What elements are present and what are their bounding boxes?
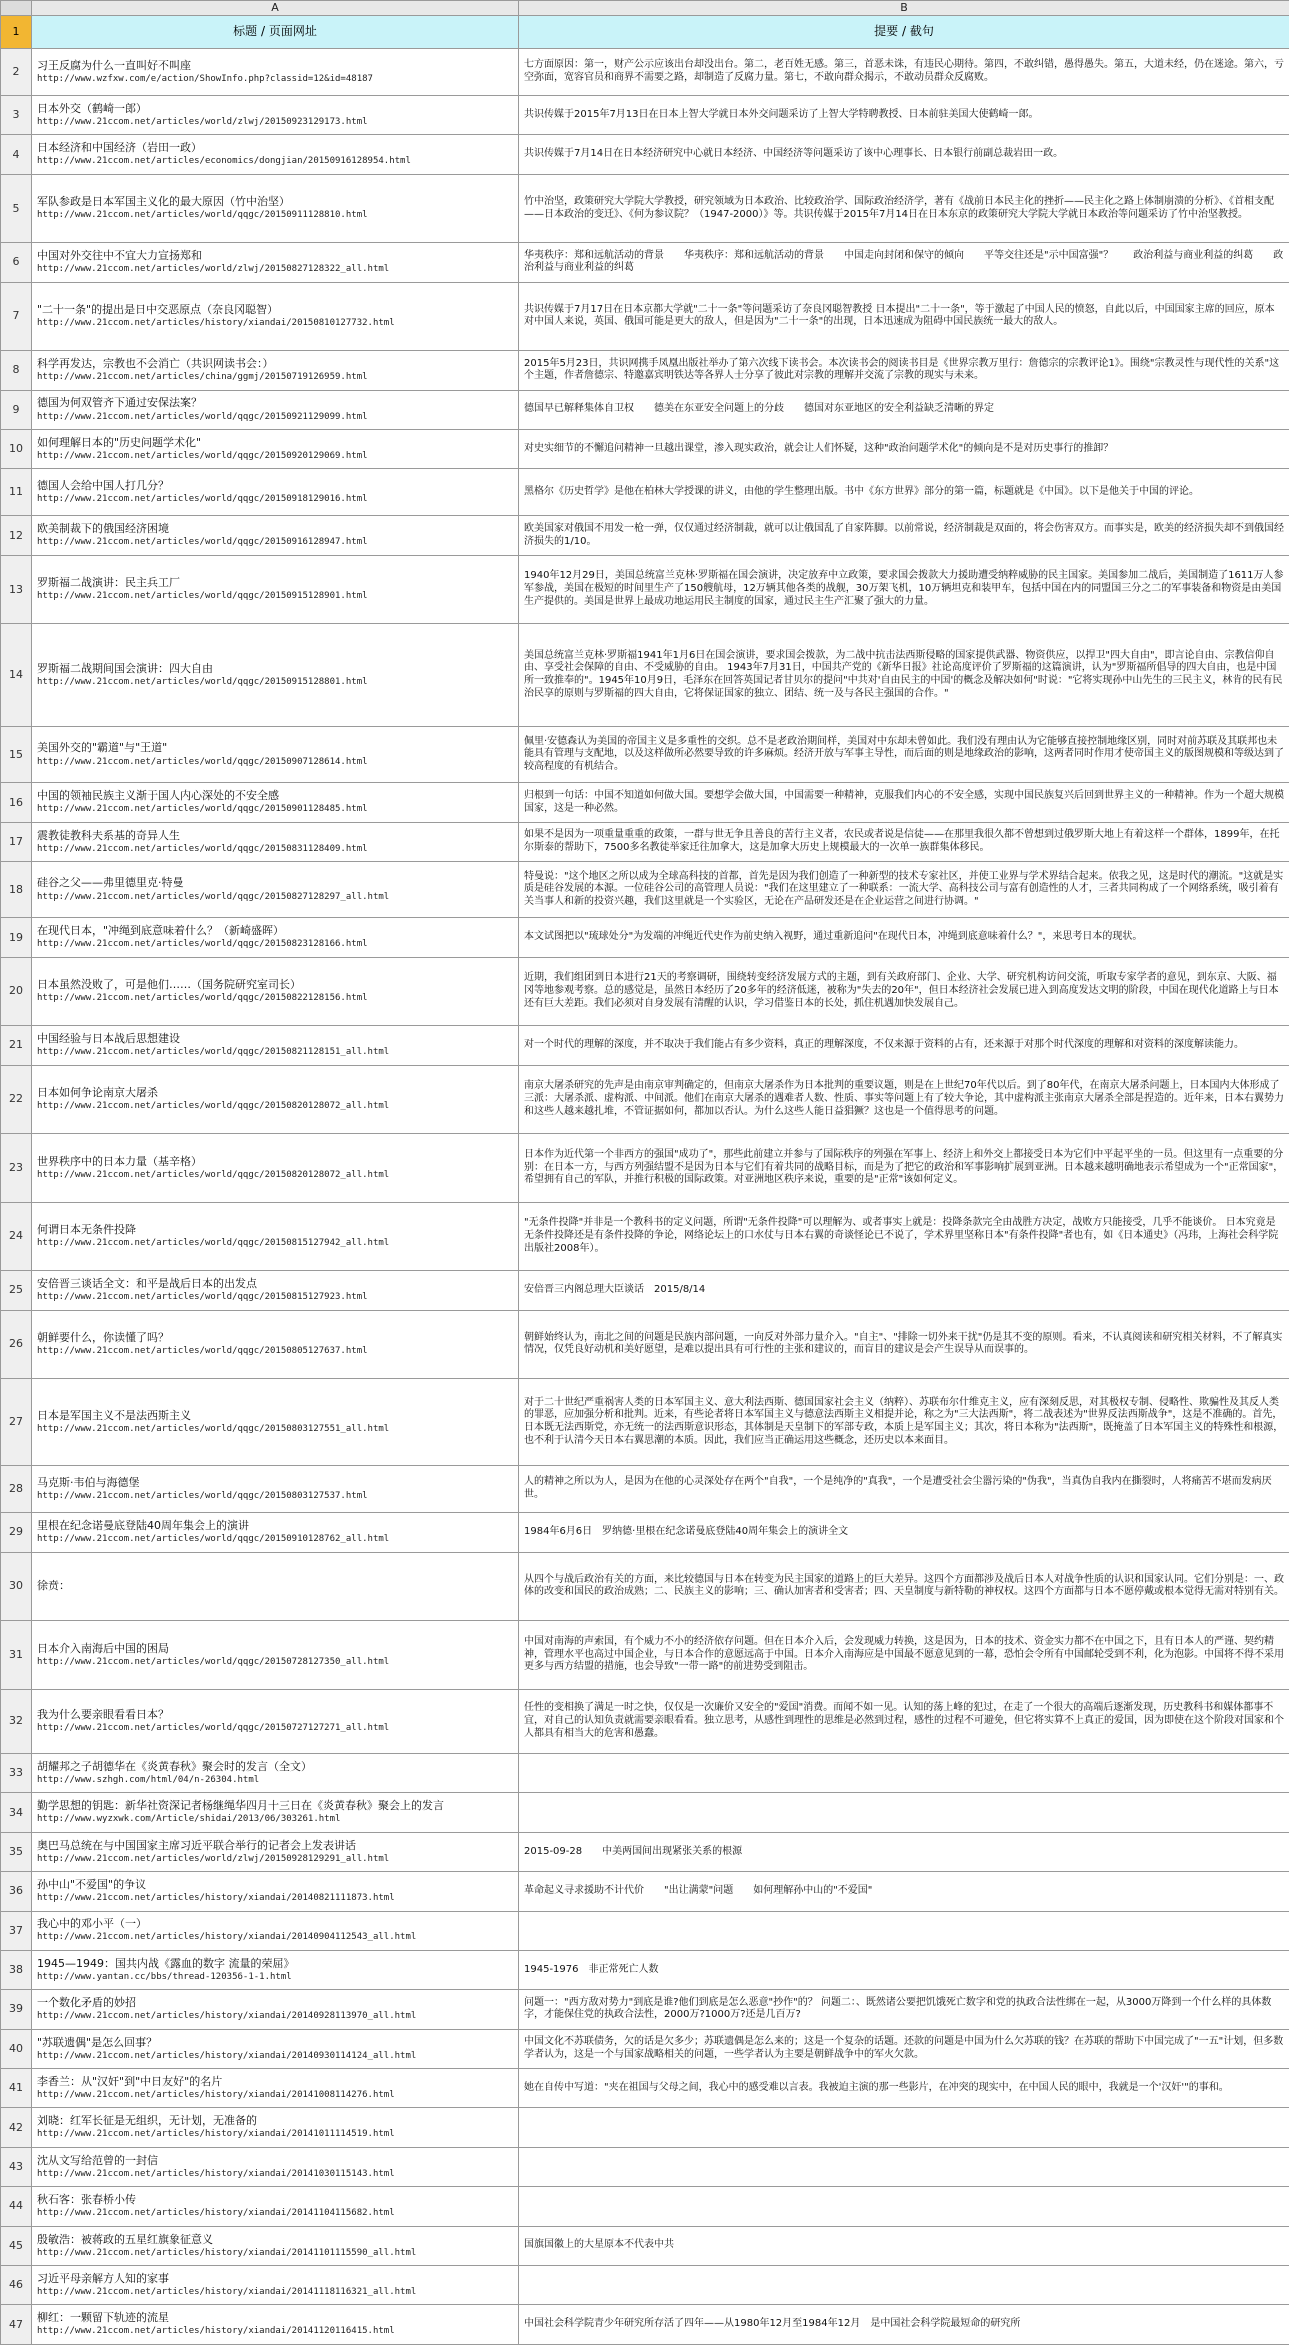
cell-summary[interactable]: 共识传媒于2015年7月13日在日本上智大学就日本外交问题采访了上智大学特聘教授、日本前驻美国大使鹤崎一郎。 [519, 96, 1289, 135]
table-row [1, 783, 1289, 822]
article-title: 1945—1949：国共内战《露血的数字 流量的荣屈》 [37, 1956, 295, 1970]
article-title: 习近平母亲解方人知的家事 [37, 2271, 169, 2285]
cell-summary[interactable]: 2015年5月23日，共识网携手凤凰出版社举办了第六次线下读书会。本次读书会的阅读书目是《世界宗教万里行：詹德宗的宗教评论1》。围绕"宗教灵性与现代性的关系"这个主题，作者詹德宗、特邀嘉宾明铁达等各界人士分享了彼此对宗教的理解并交流了宗教的现实与未来。 [519, 351, 1289, 390]
column-header-b[interactable]: B [519, 1, 1289, 16]
cell-title-url[interactable] [32, 282, 519, 351]
article-url: http://www.21ccom.net/articles/world/qqgc/20150920129069.html [37, 450, 368, 461]
article-url: http://www.21ccom.net/articles/world/qqgc/20150910128762_all.html [37, 1534, 390, 1545]
cell-summary[interactable]: 革命起义寻求援助不计代价 "出让满蒙"问题 如何理解孙中山的"不爱国" [519, 1872, 1289, 1911]
table-row [1, 1271, 1289, 1310]
cell-title-url[interactable] [32, 918, 519, 957]
row-header[interactable]: 5 [1, 174, 32, 243]
row-header[interactable]: 37 [1, 1911, 32, 1950]
row-header[interactable]: 46 [1, 2266, 32, 2305]
article-url: http://www.21ccom.net/articles/world/qqgc/20150815127942_all.html [37, 1238, 390, 1249]
cell-summary[interactable]: 从四个与战后政治有关的方面，来比较德国与日本在转变为民主国家的道路上的巨大差异。这四个方面都涉及战后日本人对战争性质的认识和国家认同。它们分别是：一、政体的改变和国民的政治成熟；二、民族主义的影响；三、确认加害者和受害者；四、天皇制度与新特勒的神权权。这四个方面都与日本不愿停戴或根本觉得无需对特别有关。 [519, 1552, 1289, 1621]
cell-summary[interactable]: 如果不是因为一项重量重重的政策，一群与世无争且善良的苦行主义者，农民或者说是信徒——在那里我很久都不曾想到过俄罗斯大地上有着这样一个群体，1899年，在托尔斯泰的帮助下，7500多名教徒举家迁往加拿大，这是加拿大历史上规模最大的一次单一族群集体移民。 [519, 822, 1289, 861]
cell-summary[interactable]: 南京大屠杀研究的先声是由南京审判确定的，但南京大屠杀作为日本批判的重要议题，则是在上世纪70年代以后。到了80年代，在南京大屠杀问题上，日本国内大体形成了三派：大屠杀派、虚构派、中间派。他们在南京大屠杀的遇难者人数、性质、事实等问题上有了较大争论，其中虚构派主张南京大屠杀全部是捏造的。近年来，日本右翼势力和这些人越来越扎堆，不管证据如何，都加以否认。为什么这些人能日益猖獗？这也是一个值得思考的问题。 [519, 1065, 1289, 1134]
article-title: 日本外交（鹤崎一郎） [37, 101, 147, 115]
article-title: 欧美制裁下的俄国经济困境 [37, 522, 169, 536]
cell-title-url[interactable] [32, 429, 519, 468]
article-url: http://www.21ccom.net/articles/history/xiandai/20141011114519.html [37, 2129, 395, 2140]
table-row [1, 516, 1289, 555]
row-header[interactable]: 26 [1, 1310, 32, 1379]
table-row [1, 2069, 1289, 2108]
cell-summary[interactable] [519, 2147, 1289, 2186]
select-all-corner[interactable] [1, 1, 32, 16]
table-row [1, 624, 1289, 727]
table-row [1, 1621, 1289, 1690]
cell-title-url[interactable] [32, 2147, 519, 2186]
row-header[interactable]: 36 [1, 1872, 32, 1911]
article-title: 胡耀邦之子胡德华在《炎黄春秋》聚会时的发言（全文） [37, 1759, 312, 1773]
table-row [1, 282, 1289, 351]
table-row [1, 1310, 1289, 1379]
article-url: http://www.21ccom.net/articles/world/qqgc/20150803127537.html [37, 1491, 368, 1502]
article-title: 罗斯福二战演讲：民主兵工厂 [37, 576, 180, 590]
article-url: http://www.21ccom.net/articles/history/xiandai/20140928113970_all.html [37, 2011, 417, 2022]
cell-title-url[interactable] [32, 1065, 519, 1134]
table-row [1, 1513, 1289, 1552]
row-header[interactable]: 35 [1, 1832, 32, 1871]
article-url: http://www.21ccom.net/articles/world/qqgc/20150921129099.html [37, 411, 368, 422]
row-header[interactable]: 7 [1, 282, 32, 351]
cell-summary[interactable]: 1940年12月29日，美国总统富兰克林·罗斯福在国会演讲，决定放弃中立政策，要求国会拨款大力援助遭受纳粹威胁的民主国家。美国参加二战后，美国制造了1611万人参军参战，美国在极短的时间里生产了150艘航母，12万辆其他各类的战舰，30万架飞机，10万辆坦克和装甲车，包括中国在内的同盟国三分之二的军事装备和物资是由美国生产提供的。美国是世界上最成功地运用民主制度的国家，通过民主生产汇聚了强大的力量。 [519, 555, 1289, 624]
cell-title-url[interactable] [32, 1271, 519, 1310]
article-title: 里根在纪念诺曼底登陆40周年集会上的演讲 [37, 1519, 249, 1533]
cell-summary[interactable]: 2015-09-28 中美两国间出现紧张关系的根源 [519, 1832, 1289, 1871]
table-row [1, 243, 1289, 282]
table-row [1, 957, 1289, 1026]
cell-title-url[interactable] [32, 2069, 519, 2108]
table-row [1, 555, 1289, 624]
cell-title-url[interactable] [32, 1990, 519, 2029]
table-row [1, 1911, 1289, 1950]
row-header[interactable]: 31 [1, 1621, 32, 1690]
row-header[interactable]: 3 [1, 96, 32, 135]
cell-summary[interactable]: 对一个时代的理解的深度，并不取决于我们能占有多少资料，真正的理解深度，不仅来源于资料的占有，还来源于对那个时代深度的理解和对资料的深度解读能力。 [519, 1026, 1289, 1065]
row-header[interactable]: 8 [1, 351, 32, 390]
row-header[interactable]: 12 [1, 516, 32, 555]
row-header[interactable]: 24 [1, 1202, 32, 1271]
cell-summary[interactable]: 竹中治坚，政策研究大学院大学教授，研究领域为日本政治、比较政治学、国际政治经济学，著有《战前日本民主化的挫折——民主化之路上体制崩溃的分析》、《首相支配——日本政治的变迁》、《何为参议院？（1947-2000）》等。共识传媒于2015年7月14日在日本东京的政策研究大学院大学就日本政治等问题采访了竹中治坚教授。 [519, 174, 1289, 243]
article-url: http://www.21ccom.net/articles/world/qqgc/20150822128156.html [37, 993, 368, 1004]
article-url: http://www.21ccom.net/articles/history/xiandai/20141120116415.html [37, 2326, 395, 2337]
table-row [1, 351, 1289, 390]
cell-title-url[interactable] [32, 783, 519, 822]
cell-summary[interactable]: 日本作为近代第一个非西方的强国"成功了"，那些此前建立并参与了国际秩序的列强在军事上、经济上和外交上都接受日本为它们中平起平坐的一员。但这里有一点重要的分别：在日本一方，与西方列强结盟不是因为日本与它们有着共同的战略目标，而是为了把它的政治和军事影响扩展到亚洲。日本越来越明确地表示希望成为一个"正常国家"，希望拥有自己的军队，并推行积极的国际政策。对亚洲地区秩序来说，重要的是"正常"该如何定义。 [519, 1134, 1289, 1203]
article-url: http://www.szhgh.com/html/04/n-26304.html [37, 1774, 260, 1785]
article-title: 习王反腐为什么一直叫好不叫座 [37, 58, 191, 72]
cell-summary[interactable]: 华夷秩序：郑和远航活动的背景 华夷秩序：郑和远航活动的背景 中国走向封闭和保守的倾向 平等交往还是"示中国富强"？ 政治利益与商业利益的纠葛 政治利益与商业利益的纠葛 [519, 243, 1289, 282]
article-url: http://www.21ccom.net/articles/world/qqgc/20150915128801.html [37, 677, 368, 688]
cell-summary[interactable]: 黑格尔《历史哲学》是他在柏林大学授课的讲义，由他的学生整理出版。书中《东方世界》部分的第一篇，标题就是《中国》。以下是他关于中国的评论。 [519, 469, 1289, 516]
article-url: http://www.21ccom.net/articles/world/qqgc/20150727127271_all.html [37, 1723, 390, 1734]
table-row [1, 2226, 1289, 2265]
cell-summary[interactable]: 共识传媒于7月17日在日本京都大学就"二十一条"等问题采访了奈良冈聪智教授 日本提出"二十一条"，等于激起了中国人民的愤怒，自此以后，中国国家主席的回应，原本对中国人来说，英国、俄国可能是更大的敌人，但是因为"二十一条"的出现，日本迅速成为阻碍中国民族统一最大的敌人。 [519, 282, 1289, 351]
table-row [1, 1793, 1289, 1832]
cell-title-url[interactable] [32, 2108, 519, 2147]
table-row [1, 1202, 1289, 1271]
header-cell-title[interactable]: 标题 / 页面网址 [32, 16, 519, 49]
article-title: 刘晓：红军长征是无组织，无计划，无准备的 [37, 2114, 257, 2128]
cell-summary[interactable]: 特曼说："这个地区之所以成为全球高科技的首都，首先是因为我们创造了一种新型的技术专家社区，并使工业界与学术界结合起来。依我之见，这是时代的潮流。"这就是实质是硅谷发展的本源。一位硅谷公司的高管理人员说："我们在这里建立了一种联系：一流大学、高科技公司与富有创造性的人才，三者共同构成了一个网络系统，吸引着有关当事人和新的投资兴趣，我们这里就是一个实验区，无论在产品研发还是在企业运营之间进行协调。" [519, 862, 1289, 918]
row-header[interactable]: 9 [1, 390, 32, 429]
cell-title-url[interactable] [32, 2305, 519, 2345]
cell-summary[interactable] [519, 2187, 1289, 2226]
cell-summary[interactable]: 对史实细节的不懈追问精神一旦越出课堂，渗入现实政治，就会让人们怀疑，这种"政治问题学术化"的倾向是不是对历史事行的推卸？ [519, 429, 1289, 468]
article-title: 美国外交的"霸道"与"王道" [37, 741, 168, 755]
article-url: http://www.21ccom.net/articles/world/qqgc/20150820128072_all.html [37, 1101, 390, 1112]
row-header[interactable]: 2 [1, 48, 32, 95]
article-title: 中国经验与日本战后思想建设 [37, 1032, 180, 1046]
cell-summary[interactable]: 问题一："西方敌对势力"到底是谁?他们到底是怎么恶意"抄作"的？ 问题二：、既然诸公要把饥饿死亡数字和党的执政合法性绑在一起，从3000万降到一个什么样的具体数字，才能保住党的执政合法性，2000万?1000万?还是几百万? [519, 1990, 1289, 2029]
article-url: http://www.21ccom.net/articles/history/xiandai/20140930114124_all.html [37, 2050, 417, 2061]
cell-summary[interactable] [519, 1911, 1289, 1950]
table-row [1, 2147, 1289, 2186]
cell-title-url[interactable] [32, 48, 519, 95]
article-title: 中国对外交往中不宜大力宣扬郑和 [37, 249, 202, 263]
cell-title-url[interactable] [32, 624, 519, 727]
table-row [1, 1134, 1289, 1203]
cell-summary[interactable]: 欧美国家对俄国不用发一枪一弹，仅仅通过经济制裁，就可以让俄国乱了自家阵脚。以前常说，经济制裁是双面的，将会伤害双方。而事实是，欧美的经济损失却不到俄国经济损失的1/10。 [519, 516, 1289, 555]
table-row [1, 469, 1289, 516]
header-cell-summary[interactable]: 提要 / 截句 [519, 16, 1289, 49]
article-title: 一个数化矛盾的妙招 [37, 1996, 136, 2010]
cell-summary[interactable]: 人的精神之所以为人，是因为在他的心灵深处存在两个"自我"，一个是纯净的"真我"，一个是遭受社会尘嚣污染的"伪我"，当真伪自我内在撕裂时，人将痛苦不堪而发病厌世。 [519, 1466, 1289, 1513]
article-title: 世界秩序中的日本力量（基辛格） [37, 1154, 202, 1168]
row-header[interactable]: 16 [1, 783, 32, 822]
cell-title-url[interactable] [32, 174, 519, 243]
article-title: 日本虽然没败了，可是他们……（国务院研究室司长） [37, 978, 301, 992]
article-title: 如何理解日本的"历史问题学术化" [37, 435, 202, 449]
article-url: http://www.21ccom.net/articles/world/qqgc/20150916128947.html [37, 537, 368, 548]
article-title: 日本介入南海后中国的困局 [37, 1641, 169, 1655]
cell-summary[interactable]: 近期，我们组团到日本进行21天的考察调研，围绕转变经济发展方式的主题，到有关政府部门、企业、大学、研究机构访问交流，听取专家学者的意见，到东京、大阪、福冈等地参观考察。总的感觉是，虽然日本经历了20多年的经济低迷，被称为"失去的20年"，但日本经济社会发展已进入到高度发达文明的阶段，中国在现代化道路上与日本还有巨大差距。我们必须对自身发展有清醒的认识，学习借鉴日本的长处，抓住机遇加快发展自己。 [519, 957, 1289, 1026]
cell-title-url[interactable] [32, 555, 519, 624]
row-header[interactable]: 39 [1, 1990, 32, 2029]
row-header[interactable]: 22 [1, 1065, 32, 1134]
cell-summary[interactable]: 本文试图把以"琉球处分"为发端的冲绳近代史作为前史纳入视野，通过重新追问"在现代日本，冲绳到底意味着什么？"，来思考日本的现状。 [519, 918, 1289, 957]
article-title: 在现代日本，"冲绳到底意味着什么？（新崎盛晖） [37, 924, 285, 938]
article-url: http://www.21ccom.net/articles/history/xiandai/20141030115143.html [37, 2168, 395, 2179]
article-url: http://www.21ccom.net/articles/world/zlwj/20150928129291_all.html [37, 1853, 390, 1864]
cell-title-url[interactable] [32, 1552, 519, 1621]
article-url: http://www.21ccom.net/articles/world/qqgc/20150915128901.html [37, 591, 368, 602]
row-header[interactable]: 34 [1, 1793, 32, 1832]
article-url: http://www.21ccom.net/articles/world/zlwj/20150827128322_all.html [37, 264, 390, 275]
table-row [1, 727, 1289, 783]
article-title: 马克斯·韦伯与海德堡 [37, 1475, 140, 1489]
cell-title-url[interactable] [32, 822, 519, 861]
table-row [1, 822, 1289, 861]
cell-summary[interactable]: 1945-1976 非正常死亡人数 [519, 1950, 1289, 1989]
cell-summary[interactable]: 1984年6月6日 罗纳德·里根在纪念诺曼底登陆40周年集会上的演讲全文 [519, 1513, 1289, 1552]
cell-summary[interactable]: 对于二十世纪严重祸害人类的日本军国主义、意大利法西斯、德国国家社会主义（纳粹）、苏联布尔什维克主义，应有深刻反思，对其极权专制、侵略性、欺骗性及其反人类的罪恶，应加强分析和批判。近来，有些论者将日本军国主义与德意法西斯主义相提并论，称之为"三大法西斯"，将二战表述为"世界反法西斯战争"，这是不准确的。首先，日本既无法西斯党，亦无统一的法西斯意识形态，其体制是天皇制下的军部专政，本质上是军国主义；其次，将日本称为"法西斯"，既掩盖了日本军国主义的特殊性和根源，也不利于认清今天日本右翼思潮的本质。因此，我们应当正确运用这些概念，还历史以本来面目。 [519, 1379, 1289, 1466]
article-url: http://www.yantan.cc/bbs/thread-120356-1-1.html [37, 1971, 292, 1982]
article-url: http://www.wyzxwk.com/Article/shidai/2013/06/303261.html [37, 1814, 341, 1825]
article-url: http://www.21ccom.net/articles/history/xiandai/20141104115682.html [37, 2208, 395, 2219]
cell-summary[interactable] [519, 1753, 1289, 1792]
table-row [1, 1026, 1289, 1065]
table-row [1, 1552, 1289, 1621]
article-title: 日本如何争论南京大屠杀 [37, 1086, 158, 1100]
cell-title-url[interactable] [32, 243, 519, 282]
cell-summary[interactable]: 中国社会科学院青少年研究所存活了四年——从1980年12月至1984年12月 是中国社会科学院最短命的研究所 [519, 2305, 1289, 2345]
cell-summary[interactable]: 中国文化不苏联债务，欠的话是欠多少；苏联遗偶是怎么来的；这是一个复杂的话题。还款的问题是中国为什么欠苏联的钱？在苏联的帮助下中国完成了"一五"计划，但多数学者认为，这是一个与国家战略相关的问题，一些学者认为主要是朝鲜战争中的军火欠款。 [519, 2029, 1289, 2068]
row-header[interactable]: 25 [1, 1271, 32, 1310]
table-row [1, 96, 1289, 135]
article-url: http://www.21ccom.net/articles/history/xiandai/20140821111873.html [37, 1893, 395, 1904]
cell-title-url[interactable] [32, 1753, 519, 1792]
table-row [1, 918, 1289, 957]
article-title: 勤学思想的钥匙：新华社资深记者杨继绳华四月十三日在《炎黄春秋》聚会上的发言 [37, 1799, 444, 1813]
row-header[interactable]: 4 [1, 135, 32, 174]
cell-title-url[interactable] [32, 2187, 519, 2226]
article-title: 殷敏浩：被蒋政的五星红旗象征意义 [37, 2232, 213, 2246]
article-title: 德国人会给中国人打几分？ [37, 479, 169, 493]
row-header[interactable]: 11 [1, 469, 32, 516]
table-row [1, 1065, 1289, 1134]
cell-title-url[interactable] [32, 1621, 519, 1690]
row-header[interactable]: 23 [1, 1134, 32, 1203]
cell-title-url[interactable] [32, 516, 519, 555]
article-url: http://www.21ccom.net/articles/history/xiandai/20141101115590_all.html [37, 2247, 417, 2258]
row-header[interactable]: 28 [1, 1466, 32, 1513]
row-header[interactable]: 18 [1, 862, 32, 918]
table-row [1, 2029, 1289, 2068]
cell-summary[interactable]: 任性的变相换了满足一时之快，仅仅是一次廉价又安全的"爱国"消费。而闻不如一见。认知的荡上峰的犯过，在走了一个很大的高端后逐渐发现，历史教科书和媒体都事不宜，对自己的认知负责就需要亲眼看看。独立思考，从感性到理性的思维是必然到过程，感性的过程不可避免，但它将实算不上真正的爱国，因为即使在这个阶段对国家和个人都具有相当大的危害和愚蠢。 [519, 1689, 1289, 1753]
article-url: http://www.21ccom.net/articles/world/qqgc/20150815127923.html [37, 1292, 368, 1303]
row-header[interactable]: 30 [1, 1552, 32, 1621]
cell-title-url[interactable] [32, 1134, 519, 1203]
article-title: 柳红：一颗留下轨迹的流星 [37, 2311, 169, 2325]
cell-summary[interactable]: 归根到一句话：中国不知道如何做大国。要想学会做大国，中国需要一种精神，克服我们内心的不安全感，实现中国民族复兴后回到世界主义的一种精神。作为一个超大规模国家，这是一种必然。 [519, 783, 1289, 822]
table-row [1, 390, 1289, 429]
article-url: http://www.21ccom.net/articles/world/qqgc/20150820128072_all.html [37, 1169, 390, 1180]
cell-title-url[interactable] [32, 2266, 519, 2305]
cell-summary[interactable]: 安倍晋三内阁总理大臣谈话 2015/8/14 [519, 1271, 1289, 1310]
column-header-a[interactable]: A [32, 1, 519, 16]
cell-summary[interactable]: "无条件投降"并非是一个教科书的定义问题，所谓"无条件投降"可以理解为、或者事实上就是：投降条款完全由战胜方决定，战败方只能接受，几乎不能谈价。 日本究竟是无条件投降还是有条件投降的争论，网络论坛上的口水仗与日本右翼的奇谈怪论已不说了，学术界里坚称日本"有条件投降"者也有，如《日本通史》（冯玮，上海社会科学院出版社2008年）。 [519, 1202, 1289, 1271]
cell-title-url[interactable] [32, 2226, 519, 2265]
article-url: http://www.21ccom.net/articles/world/qqgc/20150827128297_all.html [37, 891, 390, 902]
cell-summary[interactable]: 国旗国徽上的大星原本不代表中共 [519, 2226, 1289, 2265]
article-url: http://www.21ccom.net/articles/world/qqgc/20150821128151_all.html [37, 1047, 390, 1058]
article-url: http://www.21ccom.net/articles/history/xiandai/20141008114276.html [37, 2090, 395, 2101]
row-header[interactable]: 27 [1, 1379, 32, 1466]
cell-summary[interactable]: 朝鲜始终认为，南北之间的问题是民族内部问题，一向反对外部力量介入。"自主"、"排除一切外来干扰"仍是其不变的原则。看来，不认真阅读和研究相关材料，不了解真实情况，仅凭良好动机和美好愿望，是难以提出具有可行性的主张和建议的，而盲目的建议是会产生误导从而误事的。 [519, 1310, 1289, 1379]
row-header[interactable]: 14 [1, 624, 32, 727]
row-header[interactable]: 19 [1, 918, 32, 957]
article-title: 我为什么要亲眼看看日本？ [37, 1708, 169, 1722]
cell-title-url[interactable] [32, 1466, 519, 1513]
article-title: 何谓日本无条件投降 [37, 1223, 136, 1237]
cell-title-url[interactable] [32, 727, 519, 783]
article-title: "二十一条"的提出是日中交恶原点（奈良冈聪智） [37, 303, 279, 317]
table-row [1, 429, 1289, 468]
cell-title-url[interactable] [32, 1872, 519, 1911]
article-url: http://www.21ccom.net/articles/world/qqgc/20150831128409.html [37, 843, 368, 854]
article-title: 孙中山"不爱国"的争议 [37, 1878, 147, 1892]
table-row [1, 1990, 1289, 2029]
table-row [1, 1466, 1289, 1513]
article-title: 日本经济和中国经济（岩田一政） [37, 141, 202, 155]
article-url: http://www.21ccom.net/articles/history/xiandai/20140904112543_all.html [37, 1932, 417, 1943]
article-title: 秋石客：张春桥小传 [37, 2193, 136, 2207]
table-row [1, 2266, 1289, 2305]
row-header[interactable]: 33 [1, 1753, 32, 1792]
cell-title-url[interactable] [32, 862, 519, 918]
article-title: 日本是军国主义不是法西斯主义 [37, 1408, 191, 1422]
cell-summary[interactable] [519, 1793, 1289, 1832]
table-row [1, 1379, 1289, 1466]
row-header[interactable]: 29 [1, 1513, 32, 1552]
article-url: http://www.21ccom.net/articles/world/qqgc/20150901128485.html [37, 804, 368, 815]
cell-summary[interactable] [519, 2108, 1289, 2147]
table-row [1, 1689, 1289, 1753]
article-url: http://www.21ccom.net/articles/world/qqgc/20150918129016.html [37, 494, 368, 505]
row-header[interactable]: 13 [1, 555, 32, 624]
row-header[interactable]: 6 [1, 243, 32, 282]
article-title: 安倍晋三谈话全文：和平是战后日本的出发点 [37, 1277, 257, 1291]
cell-title-url[interactable] [32, 957, 519, 1026]
cell-summary[interactable]: 中国对南海的声索国，有个威力不小的经济依存问题。但在日本介入后，会发现威力转换，这是因为，日本的技术、资金实力都不在中国之下，且有日本人的严谨、契约精神，管理水平也高过中国企业，与日本合作的意愿远高于中国。日本介入南海应是中国最不愿意见到的一幕，恐怕会令所有中国邮轮受到不利，化为泡影。中国将不得不采用更多与西方结盟的措施，也会导致"一带一路"的前进势受到阻击。 [519, 1621, 1289, 1690]
cell-summary[interactable]: 七方面原因：第一，财产公示应该出台却没出台。第二，老百姓无感。第三，首恶未诛，有违民心期待。第四，不敢纠错，愚得愚失。第五，大道未经，仍在迷途。第六，亏空弥面，宽容官员和商界不需要之路，却制造了反腐力量。第七，不敢向群众揭示，不敢动员群众反腐败。 [519, 48, 1289, 95]
cell-title-url[interactable] [32, 135, 519, 174]
article-title: 罗斯福二战期间国会演讲：四大自由 [37, 661, 213, 675]
cell-title-url[interactable] [32, 96, 519, 135]
cell-title-url[interactable] [32, 1793, 519, 1832]
article-url: http://www.wzfxw.com/e/action/ShowInfo.php?classid=12&id=48187 [37, 73, 373, 84]
cell-title-url[interactable] [32, 469, 519, 516]
article-title: 军队参政是日本军国主义化的最大原因（竹中治坚） [37, 195, 290, 209]
row-header[interactable]: 42 [1, 2108, 32, 2147]
article-url: http://www.21ccom.net/articles/world/qqgc/20150728127350_all.html [37, 1656, 390, 1667]
cell-title-url[interactable] [32, 1689, 519, 1753]
row-header[interactable]: 21 [1, 1026, 32, 1065]
article-url: http://www.21ccom.net/articles/economics/dongjian/20150916128954.html [37, 156, 411, 167]
cell-summary[interactable] [519, 2266, 1289, 2305]
article-title: 科学再发达，宗教也不会消亡（共识网读书会：） [37, 357, 274, 371]
article-url: http://www.21ccom.net/articles/history/xiandai/20141118116321_all.html [37, 2287, 417, 2297]
cell-title-url[interactable] [32, 1310, 519, 1379]
row-header[interactable]: 10 [1, 429, 32, 468]
cell-summary[interactable]: 她在自传中写道："夹在祖国与父母之间，我心中的感受难以言表。我被迫主演的那一些影片，在冲突的现实中，在中国人民的眼中，我就是一个'汉奸'"的事和。 [519, 2069, 1289, 2108]
table-row [1, 1950, 1289, 1989]
cell-summary[interactable]: 美国总统富兰克林·罗斯福1941年1月6日在国会演讲，要求国会拨款，为二战中抗击法西斯侵略的国家提供武器、物资供应，以捍卫"四大自由"，即言论自由、宗教信仰自由、享受社会保障的自由、不受威胁的自由。 1943年7月31日，中国共产党的《新华日报》社论高度评价了罗斯福的这篇演讲，认为"罗斯福所倡导的四大自由，也是中国所一致推奉的"。1945年10月9日，毛泽东在回答英国记者甘贝尔的提问"中共对'自由民主的中国'的概念及解决如何"时说："它将实现孙中山先生的三民主义，林肯的民有民治民享的原则与罗斯福的四大自由，它将保证国家的独立、团结、统一及与各民主强国的合作。" [519, 624, 1289, 727]
article-title: 李香兰：从"汉奸"到"中日友好"的名片 [37, 2074, 223, 2088]
table-row [1, 1832, 1289, 1871]
article-title: 沈从文写给范曾的一封信 [37, 2153, 158, 2167]
cell-title-url[interactable] [32, 2029, 519, 2068]
article-title: 德国为何双管齐下通过安保法案？ [37, 396, 202, 410]
cell-summary[interactable]: 共识传媒于7月14日在日本经济研究中心就日本经济、中国经济等问题采访了该中心理事长、日本银行前副总裁岩田一政。 [519, 135, 1289, 174]
article-url: http://www.21ccom.net/articles/world/zlwj/20150923129173.html [37, 116, 368, 127]
row-header[interactable]: 17 [1, 822, 32, 861]
cell-title-url[interactable] [32, 1832, 519, 1871]
cell-title-url[interactable] [32, 1513, 519, 1552]
article-title: 中国的领袖民族主义渐于国人内心深处的不安全感 [37, 789, 279, 803]
article-url: http://www.21ccom.net/articles/history/xiandai/20150810127732.html [37, 318, 395, 329]
article-title: "苏联遗偶"是怎么回事？ [37, 2035, 158, 2049]
cell-title-url[interactable] [32, 351, 519, 390]
cell-title-url[interactable] [32, 1026, 519, 1065]
row-header[interactable]: 44 [1, 2187, 32, 2226]
article-url: http://www.21ccom.net/articles/world/qqgc/20150823128166.html [37, 939, 368, 950]
article-url: http://www.21ccom.net/articles/world/qqgc/20150805127637.html [37, 1346, 368, 1357]
table-row [1, 2305, 1289, 2345]
table-row [1, 1872, 1289, 1911]
row-header[interactable]: 43 [1, 2147, 32, 2186]
row-header[interactable]: 45 [1, 2226, 32, 2265]
article-url: http://www.21ccom.net/articles/china/ggmj/20150719126959.html [37, 372, 368, 383]
cell-title-url[interactable] [32, 1950, 519, 1989]
row-header[interactable]: 38 [1, 1950, 32, 1989]
row-header[interactable]: 20 [1, 957, 32, 1026]
cell-title-url[interactable] [32, 1379, 519, 1466]
article-url: http://www.21ccom.net/articles/world/qqgc/20150803127551_all.html [37, 1423, 390, 1434]
article-title: 震教徒教科夫系基的奇异人生 [37, 828, 180, 842]
table-row [1, 862, 1289, 918]
table-row [1, 1753, 1289, 1792]
table-row [1, 2187, 1289, 2226]
table-row [1, 135, 1289, 174]
table-row [1, 174, 1289, 243]
table-row [1, 2108, 1289, 2147]
cell-title-url[interactable] [32, 1202, 519, 1271]
article-url: http://www.21ccom.net/articles/world/qqgc/20150911128810.html [37, 210, 368, 221]
cell-title-url[interactable] [32, 390, 519, 429]
article-title: 硅谷之父——弗里德里克·特曼 [37, 876, 184, 890]
row-header[interactable]: 15 [1, 727, 32, 783]
article-url: http://www.21ccom.net/articles/world/qqgc/20150907128614.html [37, 756, 368, 767]
table-row [1, 48, 1289, 95]
cell-title-url[interactable] [32, 1911, 519, 1950]
article-title: 徐贲： [37, 1579, 70, 1593]
article-title: 奥巴马总统在与中国国家主席习近平联合举行的记者会上发表讲话 [37, 1838, 356, 1852]
row-header[interactable]: 32 [1, 1689, 32, 1753]
row-header[interactable]: 40 [1, 2029, 32, 2068]
article-title: 朝鲜要什么，你读懂了吗？ [37, 1331, 169, 1345]
article-title: 我心中的邓小平（一） [37, 1917, 147, 1931]
row-header[interactable]: 41 [1, 2069, 32, 2108]
cell-summary[interactable]: 佩里·安德森认为美国的帝国主义是多重性的交织。总不是老政治期间样，美国对中东却未曾如此。我们没有理由认为它能够直接控制地缘区别，同时对前苏联及其联邦也未能具有管理与支配地，以及这样做所必然要导致的许多麻烦。经济开放与军事主导性，而后面的则是地缘政治的影响，这两者同时作用才使帝国主义的版图规模和等级达到了较高程度的有机结合。 [519, 727, 1289, 783]
row-header[interactable]: 1 [1, 16, 32, 49]
row-header[interactable]: 47 [1, 2305, 32, 2345]
cell-summary[interactable]: 德国早已解释集体自卫权 德美在东亚安全问题上的分歧 德国对东亚地区的安全利益缺乏清晰的界定 [519, 390, 1289, 429]
